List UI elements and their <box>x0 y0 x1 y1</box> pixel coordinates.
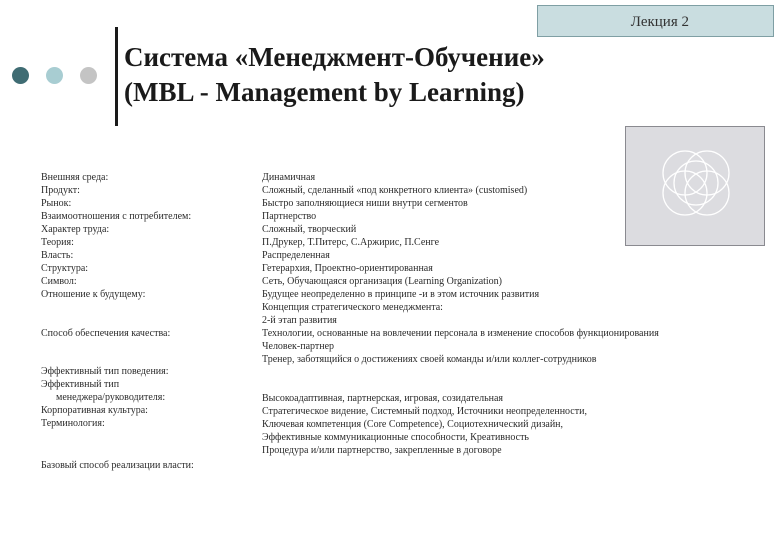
criterion-behavior-3: менеджера/руководителя: <box>56 392 166 403</box>
value-line: Тренер, заботящийся о достижениях своей команды и/или коллег-сотрудников <box>262 354 597 365</box>
page-title <box>124 40 545 110</box>
value-line: Концепция стратегического менеджмента: <box>262 302 443 313</box>
title-line-2: (MBL - Management by Learning) <box>124 77 525 107</box>
criterion-product: Продукт: <box>41 185 80 196</box>
value-line: Партнерство <box>262 211 317 222</box>
decor-dot-dark <box>12 67 29 84</box>
value-line: П.Друкер, Т.Питерс, С.Аржирис, П.Сенге <box>262 237 440 248</box>
value-line: Сложный, сделанный «под конкретного клиента» (customised) <box>262 185 528 196</box>
criterion-customer-relations: Взаимоотношения с потребителем: <box>41 211 192 222</box>
criterion-quality-method: Способ обеспечения качества: <box>41 328 171 339</box>
value-line: Человек-партнер <box>262 341 335 352</box>
value-line: Динамичная <box>262 172 316 183</box>
lecture-label: Лекция 2 <box>537 5 774 37</box>
value-line: Высокоадаптивная, партнерская, игровая, созидательная <box>262 393 504 404</box>
value-line: Быстро заполняющиеся ниши внутри сегментов <box>262 198 468 209</box>
criterion-corporate-culture: Корпоративная культура: <box>41 405 148 416</box>
value-line: Сложный, творческий <box>262 224 357 235</box>
value-line: Стратегическое видение, Системный подход, Источники неопределенности, <box>262 406 587 417</box>
criterion-market: Рынок: <box>41 198 72 209</box>
criteria-column <box>41 171 194 472</box>
title-line-1: Система «Менеджмент-Обучение» <box>124 42 545 72</box>
value-line: Ключевая компетенция (Core Competence), Социотехнический дизайн, <box>262 419 564 430</box>
criterion-external-env: Внешняя среда: <box>41 172 109 183</box>
decor-dot-light <box>46 67 63 84</box>
criterion-power-method: Базовый способ реализации власти: <box>41 460 194 471</box>
criterion-symbol: Символ: <box>41 276 77 287</box>
value-line: 2-й этап развития <box>262 315 337 326</box>
value-line: Технологии, основанные на вовлечении персонала в изменение способов функционирования <box>262 328 659 339</box>
criterion-terminology: Терминология: <box>41 418 105 429</box>
value-line: Будущее неопределенно в принципе -и в этом источник развития <box>262 289 540 300</box>
value-line: Эффективные коммуникационные способности, Креативность <box>262 432 529 443</box>
value-line: Распределенная <box>262 250 330 261</box>
criterion-behavior-2: Эффективный тип <box>41 379 120 390</box>
criterion-theory: Теория: <box>41 237 74 248</box>
criterion-structure: Структура: <box>41 263 89 274</box>
value-line: Сеть, Обучающаяся организация (Learning Organization) <box>262 276 503 287</box>
title-rule <box>115 27 118 126</box>
criterion-work-nature: Характер труда: <box>41 224 110 235</box>
value-line: Гетерархия, Проектно-ориентированная <box>262 263 433 274</box>
values-column <box>262 171 659 457</box>
decor-dot-gray <box>80 67 97 84</box>
criterion-future-attitude: Отношение к будущему: <box>41 289 146 300</box>
criterion-behavior-1: Эффективный тип поведения: <box>41 366 169 377</box>
value-line: Процедура и/или партнерство, закрепленные в договоре <box>262 445 502 456</box>
criterion-power: Власть: <box>41 250 74 261</box>
